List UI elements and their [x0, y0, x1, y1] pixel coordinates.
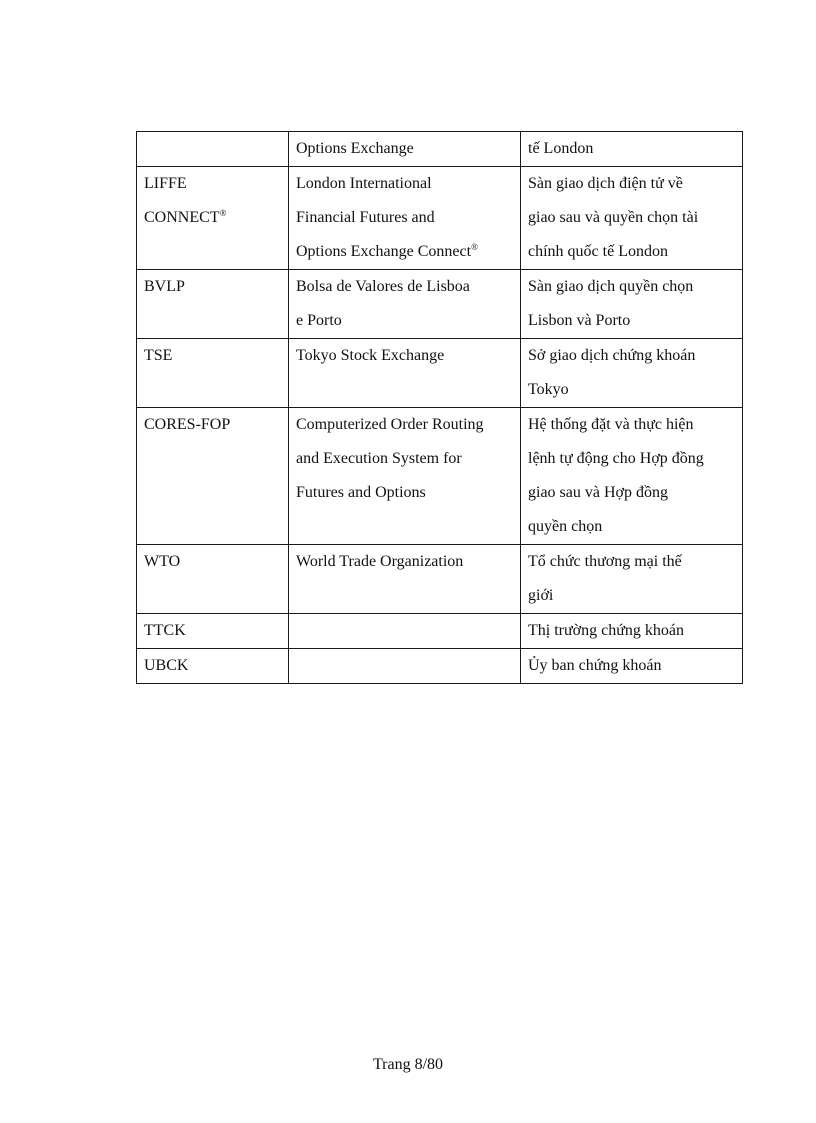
table-row: [137, 167, 743, 270]
abbreviation-cell: TTCK: [137, 614, 289, 649]
table-row: [137, 339, 743, 408]
english-name-cell: World Trade Organization: [289, 545, 521, 614]
vietnamese-name-cell: Tổ chức thương mại thế giới: [521, 545, 743, 614]
table-row: [137, 270, 743, 339]
english-name-text: London International Financial Futures and Options Exchange Connect: [296, 175, 472, 260]
vietnamese-name-cell: Ủy ban chứng khoán: [521, 649, 743, 684]
page-number: Trang 8/80: [372, 1056, 444, 1073]
english-name-cell: Tokyo Stock Exchange: [289, 339, 521, 408]
english-name-cell: Computerized Order Routing and Execution System for Futures and Options: [289, 408, 521, 545]
english-name-cell: [289, 649, 521, 684]
table-row: [137, 132, 743, 167]
abbreviation-cell: UBCK: [137, 649, 289, 684]
vietnamese-name-cell: Sàn giao dịch điện tử về giao sau và quyền chọn tài chính quốc tế London: [521, 167, 743, 270]
abbreviation-cell: BVLP: [137, 270, 289, 339]
vietnamese-name-cell: Sở giao dịch chứng khoán Tokyo: [521, 339, 743, 408]
abbreviation-cell: CORES-FOP: [137, 408, 289, 545]
english-name-cell: [289, 614, 521, 649]
abbreviation-cell: [137, 167, 289, 270]
abbreviation-cell: TSE: [137, 339, 289, 408]
english-name-cell: [289, 167, 521, 270]
vietnamese-name-cell: Hệ thống đặt và thực hiện lệnh tự động cho Hợp đồng giao sau và Hợp đồng quyền chọn: [521, 408, 743, 545]
registered-mark: ®: [471, 242, 478, 252]
english-name-cell: Options Exchange: [289, 132, 521, 167]
abbreviation-cell: WTO: [137, 545, 289, 614]
english-name-cell: Bolsa de Valores de Lisboa e Porto: [289, 270, 521, 339]
vietnamese-name-cell: Thị trường chứng khoán: [521, 614, 743, 649]
abbreviation-table: [136, 131, 743, 684]
table-row: [137, 545, 743, 614]
table-row: [137, 408, 743, 545]
vietnamese-name-cell: Sàn giao dịch quyền chọn Lisbon và Porto: [521, 270, 743, 339]
registered-mark: ®: [219, 208, 227, 218]
abbreviation-text: LIFFE CONNECT: [144, 175, 220, 226]
table-row: [137, 649, 743, 684]
table-row: [137, 614, 743, 649]
vietnamese-name-cell: tế London: [521, 132, 743, 167]
abbreviation-cell: [137, 132, 289, 167]
